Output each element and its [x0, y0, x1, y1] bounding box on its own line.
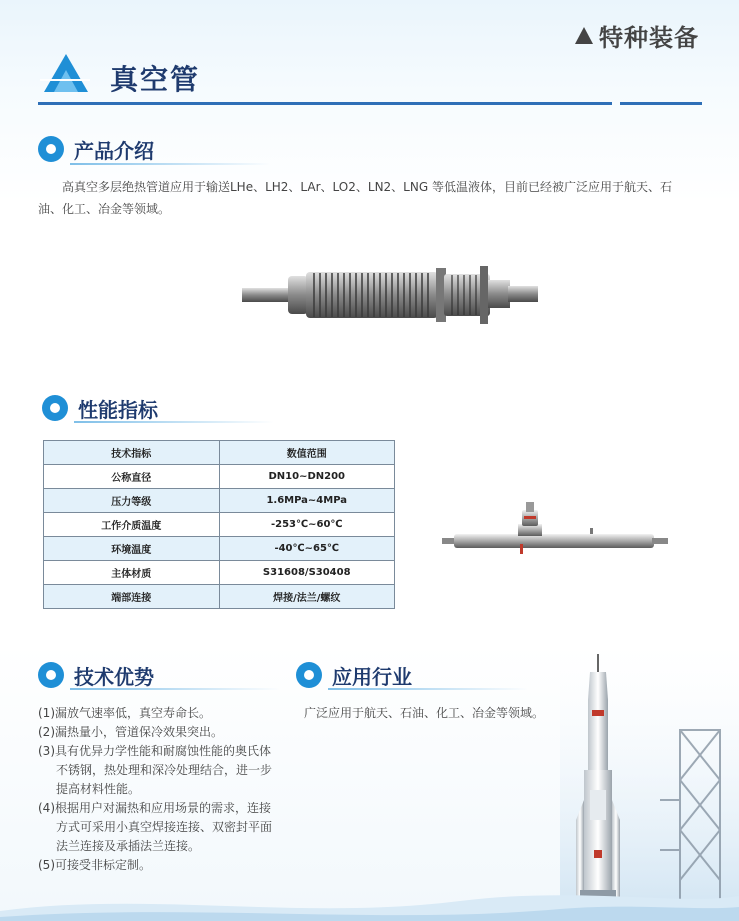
section-underline — [74, 421, 274, 423]
vacuum-pipe-image — [440, 500, 670, 556]
bullet-circle-icon — [42, 395, 68, 421]
mountain-logo-icon — [40, 50, 90, 94]
table-row — [44, 513, 395, 537]
header-divider-short — [620, 102, 702, 105]
table-cell: S31608/S30408 — [219, 561, 395, 585]
table-header-row — [44, 441, 395, 465]
bullet-circle-icon — [296, 662, 322, 688]
table-row — [44, 561, 395, 585]
table-cell: 公称直径 — [44, 465, 220, 489]
bottom-wave-decoration — [0, 881, 739, 921]
table-cell: 焊接/法兰/螺纹 — [219, 585, 395, 609]
table-header-cell: 数值范围 — [219, 441, 395, 465]
list-item: (3)具有优异力学性能和耐腐蚀性能的奥氏体不锈钢，热处理和深冷处理结合，进一步提高材料性能。 — [38, 744, 273, 796]
table-cell: 1.6MPa~4MPa — [219, 489, 395, 513]
table-cell: -253℃~60℃ — [219, 513, 395, 537]
page-title: 真空管 — [110, 63, 201, 96]
section-underline — [70, 688, 280, 690]
table-cell: 端部连接 — [44, 585, 220, 609]
section-underline — [70, 163, 270, 165]
category-text: 特种装备 — [599, 24, 699, 52]
bellows-pipe-image — [240, 262, 540, 324]
spec-table — [43, 440, 395, 609]
table-row — [44, 585, 395, 609]
table-row — [44, 465, 395, 489]
table-cell: 环境温度 — [44, 537, 220, 561]
intro-paragraph: 高真空多层绝热管道应用于输送LHe、LH2、LAr、LO2、LN2、LNG 等低温液体，目前已经被广泛应用于航天、石油、化工、冶金等领域。 — [38, 180, 672, 216]
table-row — [44, 489, 395, 513]
application-text: 广泛应用于航天、石油、化工、冶金等领域。 — [304, 706, 545, 720]
table-cell: 工作介质温度 — [44, 513, 220, 537]
header-divider — [38, 102, 612, 105]
table-cell: DN10~DN200 — [219, 465, 395, 489]
table-cell: -40℃~65℃ — [219, 537, 395, 561]
bullet-circle-icon — [38, 136, 64, 162]
category-label — [575, 18, 699, 53]
section-title: 性能指标 — [78, 397, 158, 422]
list-item: (1)漏放气速率低，真空寿命长。 — [38, 706, 211, 720]
table-cell: 主体材质 — [44, 561, 220, 585]
list-item: (5)可接受非标定制。 — [38, 858, 151, 872]
table-cell: 压力等级 — [44, 489, 220, 513]
table-row — [44, 537, 395, 561]
section-title: 产品介绍 — [74, 138, 154, 163]
section-underline — [328, 688, 528, 690]
section-heading-intro — [38, 134, 154, 164]
section-heading-advantages — [38, 660, 154, 690]
section-title: 技术优势 — [74, 664, 154, 689]
section-heading-performance — [42, 393, 158, 423]
section-heading-application — [296, 660, 412, 690]
bullet-circle-icon — [38, 662, 64, 688]
list-item: (4)根据用户对漏热和应用场景的需求，连接方式可采用小真空焊接连接、双密封平面法兰连接及承插法兰连接。 — [38, 801, 273, 853]
section-title: 应用行业 — [332, 664, 412, 689]
table-header-cell: 技术指标 — [44, 441, 220, 465]
triangle-icon — [575, 27, 593, 44]
list-item: (2)漏热量小，管道保冷效果突出。 — [38, 725, 223, 739]
advantages-list — [38, 704, 278, 875]
